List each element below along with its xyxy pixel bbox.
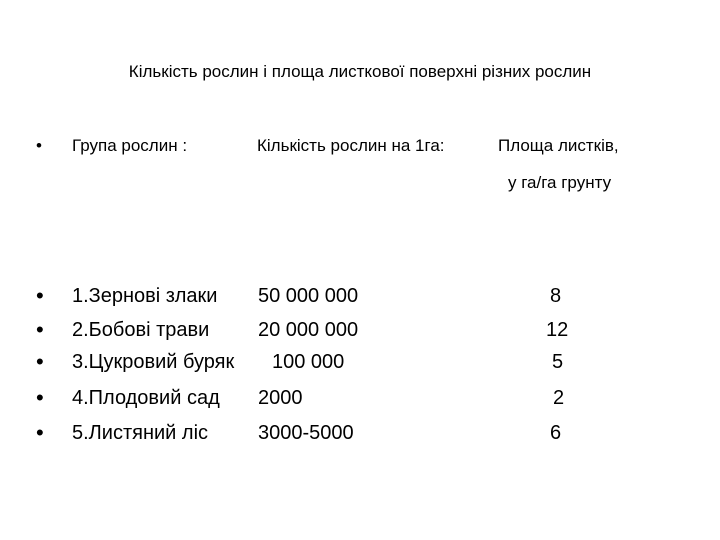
header-bullet: •	[36, 136, 42, 155]
header-col-group: Група рослин :	[72, 136, 188, 155]
row-plant-count: 3000-5000	[258, 422, 354, 444]
row-leaf-area: 2	[553, 387, 565, 409]
row-plant-count: 50 000 000	[258, 285, 359, 307]
row-plant-count: 2000	[258, 387, 303, 409]
row-bullet: •	[36, 420, 44, 445]
row-plant-group: 3.Цукровий буряк	[72, 351, 235, 373]
row-leaf-area: 12	[546, 319, 569, 341]
row-plant-count: 100 000	[272, 351, 345, 373]
header-col-count: Кількість рослин на 1га:	[257, 136, 445, 155]
row-plant-group: 2.Бобові трави	[72, 319, 210, 341]
row-leaf-area: 5	[552, 351, 564, 373]
row-plant-group: 1.Зернові злаки	[72, 285, 218, 307]
row-bullet: •	[36, 317, 44, 342]
row-plant-group: 4.Плодовий сад	[72, 387, 220, 409]
slide-title: Кількість рослин і площа листкової поверхні різних рослин	[128, 62, 592, 81]
row-leaf-area: 6	[550, 422, 562, 444]
header-col-area: Площа листків,	[498, 136, 619, 155]
row-bullet: •	[36, 349, 44, 374]
row-leaf-area: 8	[550, 285, 562, 307]
row-bullet: •	[36, 283, 44, 308]
header-col-area-unit: у га/га грунту	[508, 173, 612, 192]
row-plant-group: 5.Листяний ліс	[72, 422, 209, 444]
row-plant-count: 20 000 000	[258, 319, 359, 341]
row-bullet: •	[36, 385, 44, 410]
